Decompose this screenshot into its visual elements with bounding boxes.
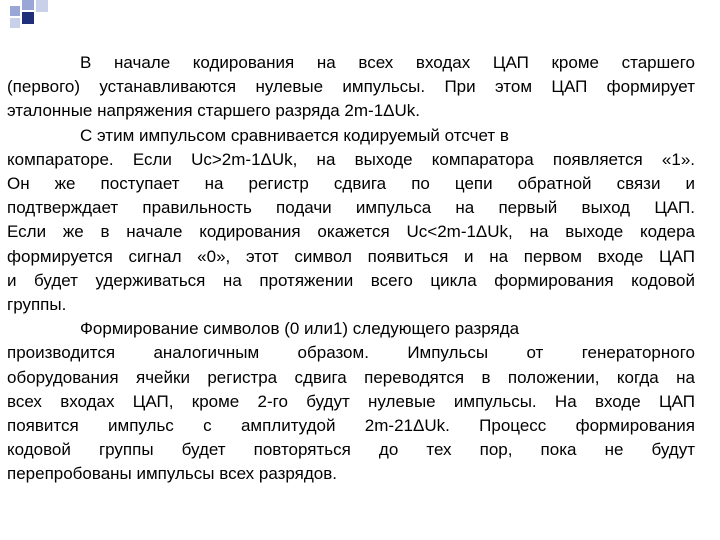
decor-square-3: [22, 12, 34, 24]
text-line: Формирование символов (0 или1) следующего разряда: [80, 319, 520, 339]
text-line: Если же в начале кодирования окажется Uc<2m-1ΔUk, на выходе кодера: [7, 222, 695, 242]
text-line: всех входах ЦАП, кроме 2-го будут нулевые импульсы. На входе ЦАП: [7, 391, 695, 411]
text-line: и будет удерживаться на протяжении всего цикла формирования кодовой: [7, 270, 695, 290]
text-line: Он же поступает на регистр сдвига по цепи обратной связи и: [7, 174, 695, 194]
text-line: С этим импульсом сравнивается кодируемый отсчет в: [80, 125, 509, 145]
text-line: перепробованы импульсы всех разрядов.: [7, 464, 337, 484]
decor-square-5: [10, 18, 20, 28]
decor-square-2: [22, 0, 34, 10]
text-line: появится импульс с амплитудой 2m-21ΔUk. Процесс формирования: [7, 416, 695, 436]
text-line: формируется сигнал «0», этот символ появиться и на первом входе ЦАП: [7, 246, 695, 266]
decor-square-1: [10, 6, 20, 16]
decor-square-4: [36, 0, 48, 12]
paragraph-1: [7, 51, 695, 124]
text-line: кодовой группы будет повторяться до тех пор, пока не будут: [7, 440, 695, 460]
text-line: эталонные напряжения старшего разряда 2m-1ΔUk.: [7, 101, 421, 121]
text-line: производится аналогичным образом. Импульсы от генераторного: [7, 343, 695, 363]
paragraph-3: [7, 317, 695, 486]
text-line: компараторе. Если Uc>2m-1ΔUk, на выходе компаратора появляется «1».: [7, 149, 695, 169]
paragraph-2: [7, 124, 695, 318]
text-line: (первого) устанавливаются нулевые импульсы. При этом ЦАП формирует: [7, 77, 695, 97]
document-body: [7, 51, 695, 487]
text-line: подтверждает правильность подачи импульса на первый выход ЦАП.: [7, 198, 695, 218]
text-line: оборудования ячейки регистра сдвига переводятся в положении, когда на: [7, 367, 695, 387]
text-line: группы.: [7, 295, 67, 315]
corner-decoration: [0, 0, 60, 30]
text-line: В начале кодирования на всех входах ЦАП кроме старшего: [80, 53, 695, 72]
